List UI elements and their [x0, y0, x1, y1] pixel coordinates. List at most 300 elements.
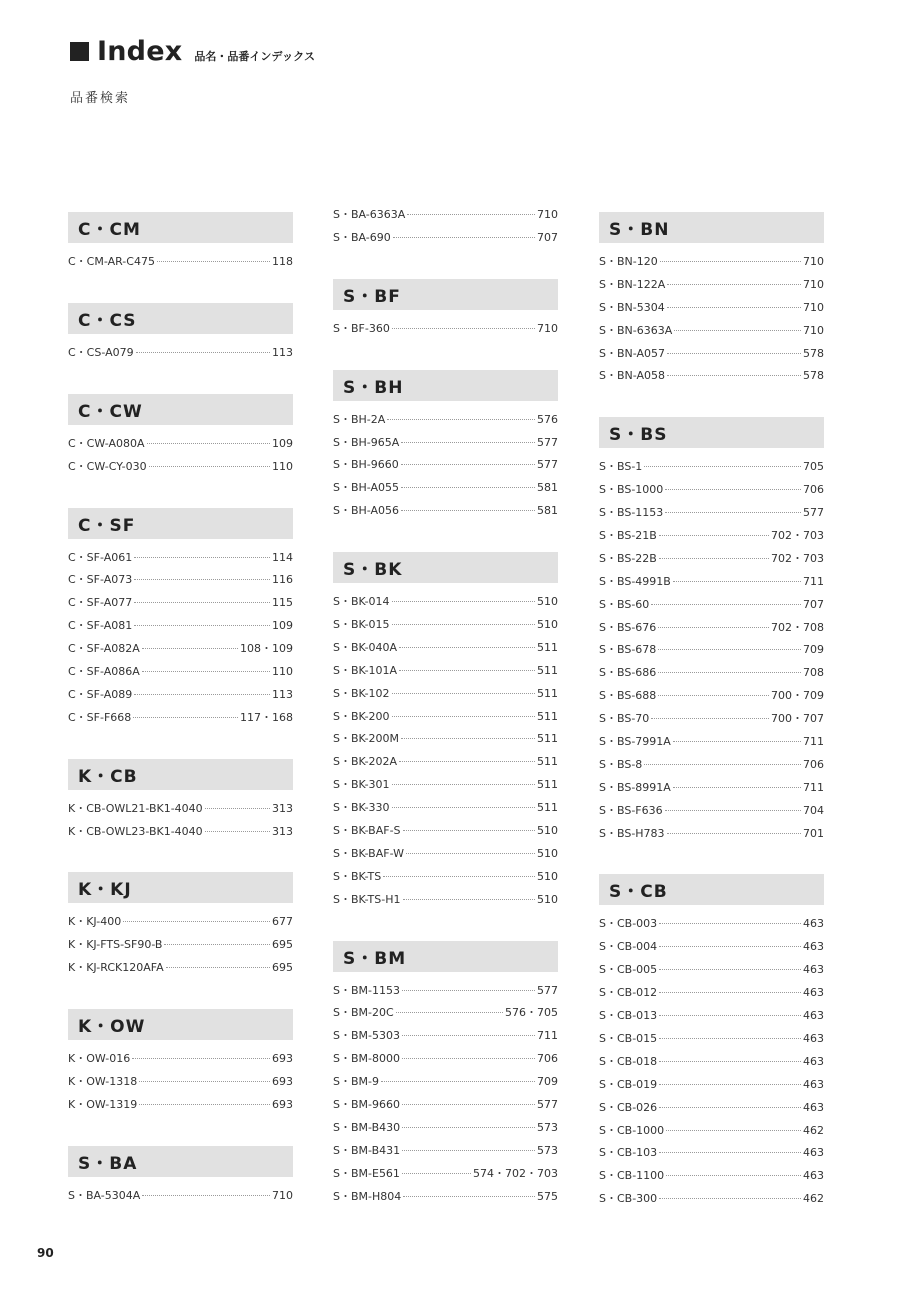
entry-page: 511	[537, 709, 558, 723]
entry-page: 511	[537, 732, 558, 746]
page-number: 90	[37, 1246, 54, 1260]
dot-leader	[134, 556, 270, 558]
entry-code: S・CB-1000	[599, 1123, 665, 1137]
page-title: Index	[97, 36, 183, 67]
index-entry	[599, 619, 824, 642]
dot-leader	[134, 624, 270, 626]
entry-code: S・BN-A057	[599, 346, 666, 360]
entry-code: S・BA-6363A	[333, 208, 406, 221]
entry-page: 706	[537, 1052, 558, 1066]
entry-page: 577	[803, 506, 824, 520]
index-entry	[333, 320, 558, 343]
entry-page: 463	[803, 986, 824, 1000]
entry-page: 511	[537, 640, 558, 654]
entry-page: 693	[272, 1075, 293, 1089]
index-entry	[599, 1053, 824, 1076]
index-entry	[68, 1187, 293, 1210]
index-entry	[333, 456, 558, 479]
entry-code: S・BS-1	[599, 460, 643, 474]
entry-code: K・KJ-RCK120AFA	[68, 961, 164, 975]
dot-leader	[659, 1060, 801, 1062]
entry-page: 463	[803, 1169, 824, 1183]
entry-page: 578	[803, 369, 824, 383]
index-group	[68, 212, 293, 276]
index-group	[333, 370, 558, 525]
index-entry	[333, 434, 558, 457]
entry-page: 573	[537, 1143, 558, 1157]
entry-page: 463	[803, 1146, 824, 1160]
index-group	[333, 206, 558, 252]
entry-page: 710	[272, 1188, 293, 1202]
entry-page: 463	[803, 917, 824, 931]
entry-page: 702・703	[771, 529, 824, 543]
entry-page: 113	[272, 687, 293, 701]
entry-code: C・SF-A086A	[68, 665, 140, 679]
entry-page: 706	[803, 757, 824, 771]
group-header: C・CM	[68, 212, 293, 243]
entry-code: C・CS-A079	[68, 345, 134, 359]
entry-code: S・BS-21B	[599, 529, 657, 543]
entry-code: S・BH-A055	[333, 481, 400, 495]
entry-code: K・OW-1318	[68, 1075, 138, 1089]
index-entry	[68, 823, 293, 846]
entry-page: 511	[537, 755, 558, 769]
index-entry	[599, 596, 824, 619]
index-entry	[599, 367, 824, 390]
index-entry	[333, 891, 558, 914]
index-entry	[333, 1027, 558, 1050]
group-header: K・KJ	[68, 872, 293, 903]
entry-code: S・BS-4991B	[599, 574, 671, 588]
entry-page: 110	[272, 459, 293, 473]
entry-page: 511	[537, 778, 558, 792]
entry-page: 510	[537, 618, 558, 632]
entry-code: C・SF-A089	[68, 687, 133, 701]
dot-leader	[403, 829, 535, 831]
index-entry	[68, 709, 293, 732]
dot-leader	[402, 1103, 535, 1105]
index-entry	[68, 1073, 293, 1096]
dot-leader	[659, 922, 801, 924]
index-entry	[333, 593, 558, 616]
entry-page: 702・708	[771, 620, 824, 634]
dot-leader	[392, 806, 535, 808]
entry-page: 576	[537, 412, 558, 426]
dot-leader	[659, 534, 769, 536]
entry-code: S・BK-102	[333, 686, 390, 700]
index-entry	[599, 938, 824, 961]
index-entry	[599, 1144, 824, 1167]
index-entry	[599, 915, 824, 938]
entry-page: 702・703	[771, 551, 824, 565]
index-entry	[599, 276, 824, 299]
entry-code: S・BK-015	[333, 618, 390, 632]
index-entry	[333, 845, 558, 868]
index-entry	[68, 936, 293, 959]
index-entry	[333, 708, 558, 731]
index-group	[599, 212, 824, 390]
entry-page: 710	[537, 321, 558, 335]
entry-code: S・CB-013	[599, 1009, 658, 1023]
dot-leader	[659, 968, 801, 970]
dot-leader	[659, 945, 801, 947]
index-group	[333, 941, 558, 1211]
index-entry	[599, 299, 824, 322]
entry-page: 710	[803, 277, 824, 291]
entry-code: K・OW-1319	[68, 1097, 138, 1111]
dot-leader	[659, 1014, 801, 1016]
dot-leader	[659, 1106, 801, 1108]
dot-leader	[644, 465, 801, 467]
entry-page: 581	[537, 504, 558, 518]
entry-page: 462	[803, 1123, 824, 1137]
page-subtitle: 品名・品番インデックス	[194, 50, 315, 63]
entry-code: S・CB-300	[599, 1192, 658, 1206]
entry-page: 510	[537, 595, 558, 609]
entry-page: 711	[537, 1029, 558, 1043]
entry-page: 577	[537, 458, 558, 472]
index-entry	[333, 479, 558, 502]
dot-leader	[134, 578, 270, 580]
dot-leader	[399, 669, 535, 671]
entry-code: C・SF-A081	[68, 619, 133, 633]
dot-leader	[402, 1057, 535, 1059]
entry-page: 114	[272, 550, 293, 564]
entry-code: S・BK-TS	[333, 869, 382, 883]
dot-leader	[659, 1197, 801, 1199]
index-entry	[333, 685, 558, 708]
entry-page: 510	[537, 892, 558, 906]
index-entry	[333, 1096, 558, 1119]
dot-leader	[659, 991, 801, 993]
entry-page: 710	[803, 255, 824, 268]
dot-leader	[666, 1174, 801, 1176]
entry-code: S・CB-019	[599, 1077, 658, 1091]
dot-leader	[381, 1080, 535, 1082]
dot-leader	[383, 875, 535, 877]
dot-leader	[392, 327, 535, 329]
dot-leader	[667, 306, 801, 308]
dot-leader	[667, 374, 801, 376]
entry-page: 695	[272, 938, 293, 952]
dot-leader	[666, 1129, 801, 1131]
entry-page: 574・702・703	[473, 1166, 558, 1180]
index-column-3	[599, 212, 824, 1240]
entry-page: 578	[803, 346, 824, 360]
index-entry	[68, 1050, 293, 1073]
dot-leader	[387, 418, 535, 420]
entry-code: S・BM-9	[333, 1075, 379, 1089]
entry-page: 109	[272, 619, 293, 633]
entry-code: S・CB-005	[599, 963, 658, 977]
dot-leader	[402, 989, 535, 991]
dot-leader	[406, 852, 535, 854]
entry-code: S・BN-A058	[599, 369, 666, 383]
index-entry	[333, 616, 558, 639]
index-entry	[599, 641, 824, 664]
dot-leader	[123, 920, 270, 922]
index-entry	[599, 733, 824, 756]
entry-page: 108・109	[240, 642, 293, 656]
entry-code: S・BS-H783	[599, 826, 665, 840]
index-entry	[333, 799, 558, 822]
entry-page: 115	[272, 596, 293, 610]
entry-code: S・BS-22B	[599, 551, 657, 565]
index-group	[599, 417, 824, 847]
index-entry	[599, 984, 824, 1007]
entry-page: 116	[272, 573, 293, 587]
entry-page: 510	[537, 869, 558, 883]
entry-page: 463	[803, 963, 824, 977]
entry-page: 511	[537, 686, 558, 700]
entry-code: S・CB-015	[599, 1031, 658, 1045]
dot-leader	[134, 693, 270, 695]
entry-page: 707	[803, 597, 824, 611]
dot-leader	[142, 647, 238, 649]
entry-code: S・BM-8000	[333, 1052, 400, 1066]
dot-leader	[401, 441, 535, 443]
index-group	[68, 759, 293, 846]
entry-page: 109	[272, 436, 293, 450]
group-header: S・CB	[599, 874, 824, 905]
dot-leader	[401, 509, 535, 511]
index-entry	[599, 1030, 824, 1053]
entry-code: S・BK-040A	[333, 640, 398, 654]
index-entry	[333, 753, 558, 776]
entry-page: 313	[272, 824, 293, 838]
index-entry	[68, 253, 293, 276]
entry-page: 117・168	[240, 710, 293, 724]
entry-code: S・BF-360	[333, 321, 390, 335]
entry-page: 511	[537, 801, 558, 815]
entry-page: 711	[803, 780, 824, 794]
entry-page: 704	[803, 803, 824, 817]
dot-leader	[402, 1172, 471, 1174]
index-entry	[68, 959, 293, 982]
entry-code: S・BM-20C	[333, 1006, 394, 1020]
index-entry	[599, 527, 824, 550]
index-group	[68, 508, 293, 732]
index-entry	[599, 253, 824, 276]
dot-leader	[164, 943, 270, 945]
group-header: K・OW	[68, 1009, 293, 1040]
entry-code: K・KJ-400	[68, 915, 122, 929]
dot-leader	[139, 1080, 270, 1082]
entry-code: S・BK-200	[333, 709, 390, 723]
dot-leader	[142, 1194, 270, 1196]
entry-code: S・BK-301	[333, 778, 390, 792]
dot-leader	[651, 717, 769, 719]
index-entry	[599, 1190, 824, 1213]
entry-page: 577	[537, 1098, 558, 1112]
entry-code: S・BM-E561	[333, 1166, 400, 1180]
dot-leader	[673, 786, 801, 788]
entry-page: 709	[803, 643, 824, 657]
index-entry	[599, 961, 824, 984]
entry-page: 463	[803, 1100, 824, 1114]
group-header: S・BH	[333, 370, 558, 401]
index-entry	[333, 982, 558, 1005]
entry-code: S・BS-688	[599, 689, 657, 703]
dot-leader	[147, 442, 270, 444]
entry-page: 577	[537, 435, 558, 449]
entry-code: S・BK-BAF-S	[333, 824, 401, 838]
index-entry	[599, 481, 824, 504]
entry-code: S・BS-1153	[599, 506, 664, 520]
entry-page: 118	[272, 255, 293, 268]
entry-page: 576・705	[505, 1006, 558, 1020]
dot-leader	[392, 600, 535, 602]
group-header: K・CB	[68, 759, 293, 790]
entry-page: 677	[272, 915, 293, 929]
index-group	[68, 394, 293, 481]
index-entry	[333, 776, 558, 799]
dot-leader	[393, 236, 535, 238]
dot-leader	[166, 966, 270, 968]
entry-code: S・BM-5303	[333, 1029, 400, 1043]
dot-leader	[659, 557, 769, 559]
entry-code: S・BH-A056	[333, 504, 400, 518]
dot-leader	[659, 1083, 801, 1085]
index-group	[333, 279, 558, 343]
index-entry	[599, 345, 824, 368]
entry-code: C・SF-A061	[68, 550, 133, 564]
index-entry	[599, 779, 824, 802]
page-header	[70, 36, 315, 67]
entry-code: S・BN-6363A	[599, 323, 673, 337]
entry-code: C・SF-F668	[68, 710, 132, 724]
dot-leader	[132, 1057, 270, 1059]
entry-code: S・BK-TS-H1	[333, 892, 401, 906]
entry-code: S・BS-60	[599, 597, 650, 611]
dot-leader	[659, 1037, 801, 1039]
index-entry	[68, 617, 293, 640]
index-entry	[599, 550, 824, 573]
entry-code: S・BH-9660	[333, 458, 399, 472]
index-entry	[68, 344, 293, 367]
index-entry	[68, 800, 293, 823]
index-entry	[333, 868, 558, 891]
index-entry	[333, 206, 558, 229]
entry-code: C・SF-A082A	[68, 642, 140, 656]
dot-leader	[134, 601, 270, 603]
entry-page: 711	[803, 735, 824, 749]
dot-leader	[673, 740, 801, 742]
dot-leader	[402, 1034, 535, 1036]
index-entry	[599, 710, 824, 733]
entry-code: S・BK-014	[333, 595, 390, 609]
entry-code: S・BS-7991A	[599, 735, 671, 749]
entry-code: C・SF-A073	[68, 573, 133, 587]
index-entry	[333, 1165, 558, 1188]
entry-code: S・CB-004	[599, 940, 658, 954]
entry-page: 113	[272, 345, 293, 359]
index-entry	[68, 549, 293, 572]
entry-page: 110	[272, 665, 293, 679]
entry-code: K・CB-OWL21-BK1-4040	[68, 801, 203, 815]
entry-page: 700・707	[771, 712, 824, 726]
index-entry	[599, 504, 824, 527]
entry-page: 708	[803, 666, 824, 680]
dot-leader	[402, 1126, 535, 1128]
entry-code: C・CW-CY-030	[68, 459, 147, 473]
index-entry	[599, 825, 824, 848]
index-entry	[599, 1076, 824, 1099]
entry-code: S・BA-690	[333, 230, 391, 244]
entry-code: S・BS-686	[599, 666, 657, 680]
index-entry	[68, 571, 293, 594]
entry-code: C・SF-A077	[68, 596, 133, 610]
index-entry	[333, 229, 558, 252]
dot-leader	[660, 260, 801, 262]
entry-page: 313	[272, 801, 293, 815]
dot-leader	[665, 511, 801, 513]
index-entry	[333, 1073, 558, 1096]
index-entry	[599, 687, 824, 710]
entry-page: 707	[537, 230, 558, 244]
entry-page: 463	[803, 1031, 824, 1045]
entry-page: 573	[537, 1120, 558, 1134]
dot-leader	[205, 830, 270, 832]
index-group	[68, 872, 293, 982]
index-entry	[68, 663, 293, 686]
dot-leader	[402, 1149, 535, 1151]
dot-leader	[401, 737, 535, 739]
entry-code: K・OW-016	[68, 1052, 131, 1066]
entry-code: S・BH-965A	[333, 435, 400, 449]
group-header: S・BK	[333, 552, 558, 583]
dot-leader	[658, 694, 769, 696]
index-entry	[333, 502, 558, 525]
index-entry	[599, 1099, 824, 1122]
group-header: S・BF	[333, 279, 558, 310]
dot-leader	[403, 898, 536, 900]
entry-code: K・CB-OWL23-BK1-4040	[68, 824, 203, 838]
entry-page: 706	[803, 483, 824, 497]
entry-code: S・BK-BAF-W	[333, 846, 404, 860]
dot-leader	[667, 283, 801, 285]
dot-leader	[674, 329, 801, 331]
index-entry	[333, 1119, 558, 1142]
entry-code: S・BM-B430	[333, 1120, 401, 1134]
entry-code: S・BM-H804	[333, 1189, 402, 1203]
section-label: 品番検索	[70, 91, 131, 106]
index-entry	[333, 411, 558, 434]
entry-page: 463	[803, 1054, 824, 1068]
dot-leader	[149, 465, 270, 467]
entry-code: S・BS-70	[599, 712, 650, 726]
index-entry	[599, 1122, 824, 1145]
dot-leader	[396, 1011, 503, 1013]
dot-leader	[665, 809, 801, 811]
dot-leader	[392, 692, 535, 694]
index-entry	[599, 802, 824, 825]
dot-leader	[392, 623, 535, 625]
index-entry	[68, 913, 293, 936]
entry-code: S・BS-8991A	[599, 780, 671, 794]
index-entry	[333, 822, 558, 845]
index-entry	[68, 458, 293, 481]
index-entry	[599, 322, 824, 345]
entry-code: S・CB-003	[599, 917, 658, 931]
dot-leader	[667, 352, 801, 354]
entry-code: S・CB-012	[599, 986, 658, 1000]
index-group	[68, 1009, 293, 1119]
index-column-1	[68, 212, 293, 1237]
index-entry	[68, 686, 293, 709]
dot-leader	[673, 580, 801, 582]
dot-leader	[136, 351, 270, 353]
